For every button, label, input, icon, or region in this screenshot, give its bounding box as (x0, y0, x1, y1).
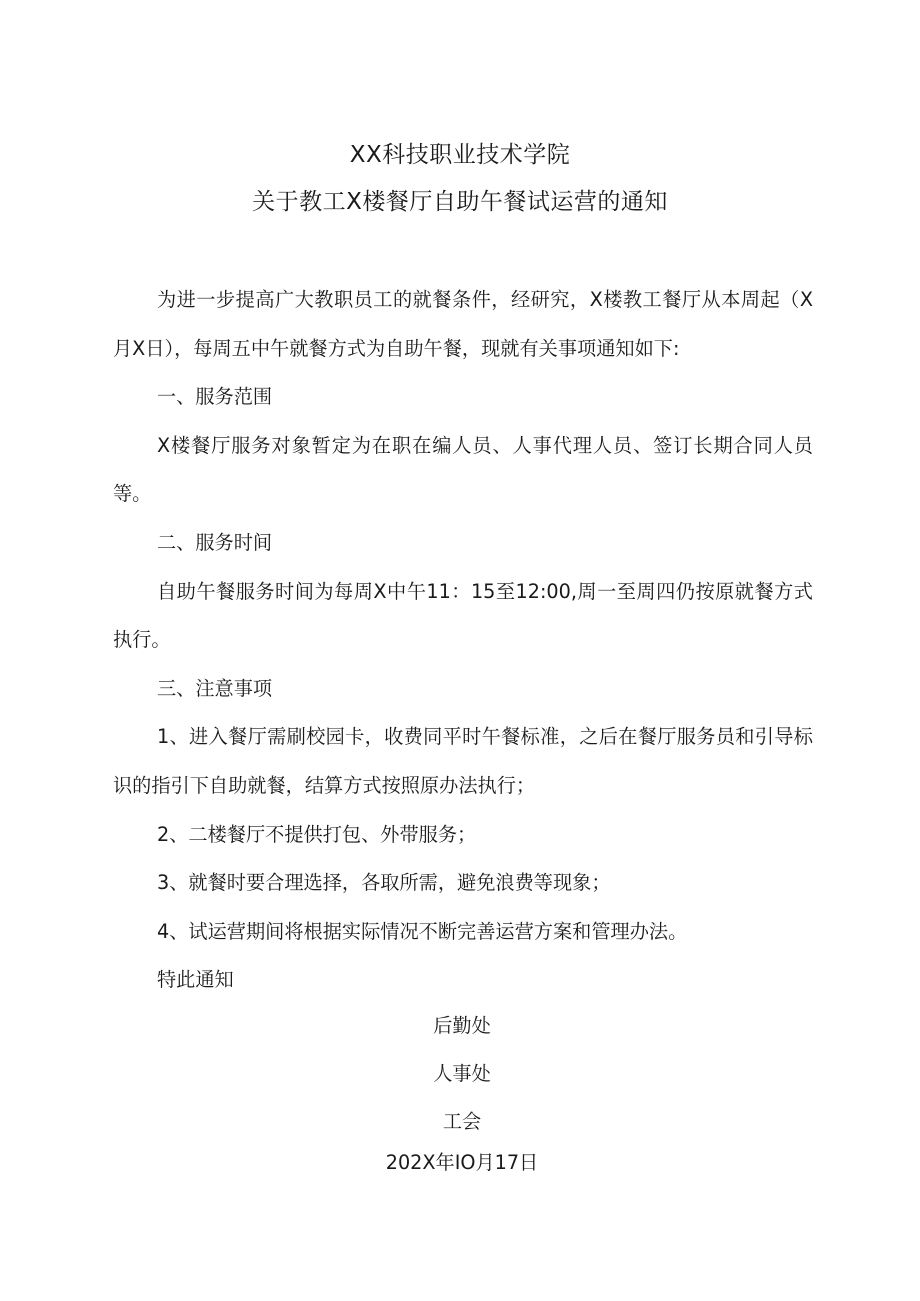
intro-paragraph: 为进一步提高广大教职员工的就餐条件，经研究，X楼教工餐厅从本周起（X月X日），每周五中午就餐方式为自助午餐，现就有关事项通知如下: (113, 288, 813, 360)
notice-body (113, 276, 813, 1005)
section2-heading: 二、服务时间 (157, 530, 273, 554)
notice-item-2: 2、二楼餐厅不提供打包、外带服务； (157, 822, 477, 846)
signature-personnel: 人事处 (433, 1062, 491, 1085)
notice-item-4: 4、试运营期间将根据实际情况不断完善运营方案和管理办法。 (157, 919, 688, 943)
section1-heading: 一、服务范围 (157, 385, 273, 409)
signature-date: 202X年IO月17日 (385, 1151, 539, 1174)
signature-logistics: 后勤处 (433, 1014, 491, 1037)
signature-union: 工会 (442, 1110, 482, 1133)
notice-title: 关于教工X楼餐厅自助午餐试运营的通知 (252, 189, 668, 215)
section2-text: 自助午餐服务时间为每周X中午11：15至12:00,周一至周四仍按原就餐方式执行。 (113, 579, 813, 652)
notice-item-1: 1、进入餐厅需刷校园卡，收费同平时午餐标准，之后在餐厅服务员和引导标识的指引下自助就餐，结算方式按照原办法执行； (113, 725, 813, 797)
notice-item-3: 3、就餐时要合理选择，各取所需，避免浪费等现象； (157, 871, 611, 895)
section3-heading: 三、注意事项 (157, 676, 273, 700)
closing-line: 特此通知 (157, 968, 234, 992)
section1-text: X楼餐厅服务对象暂定为在职在编人员、人事代理人员、签订长期合同人员等。 (113, 433, 813, 506)
institution-title: XX科技职业技术学院 (349, 142, 571, 168)
